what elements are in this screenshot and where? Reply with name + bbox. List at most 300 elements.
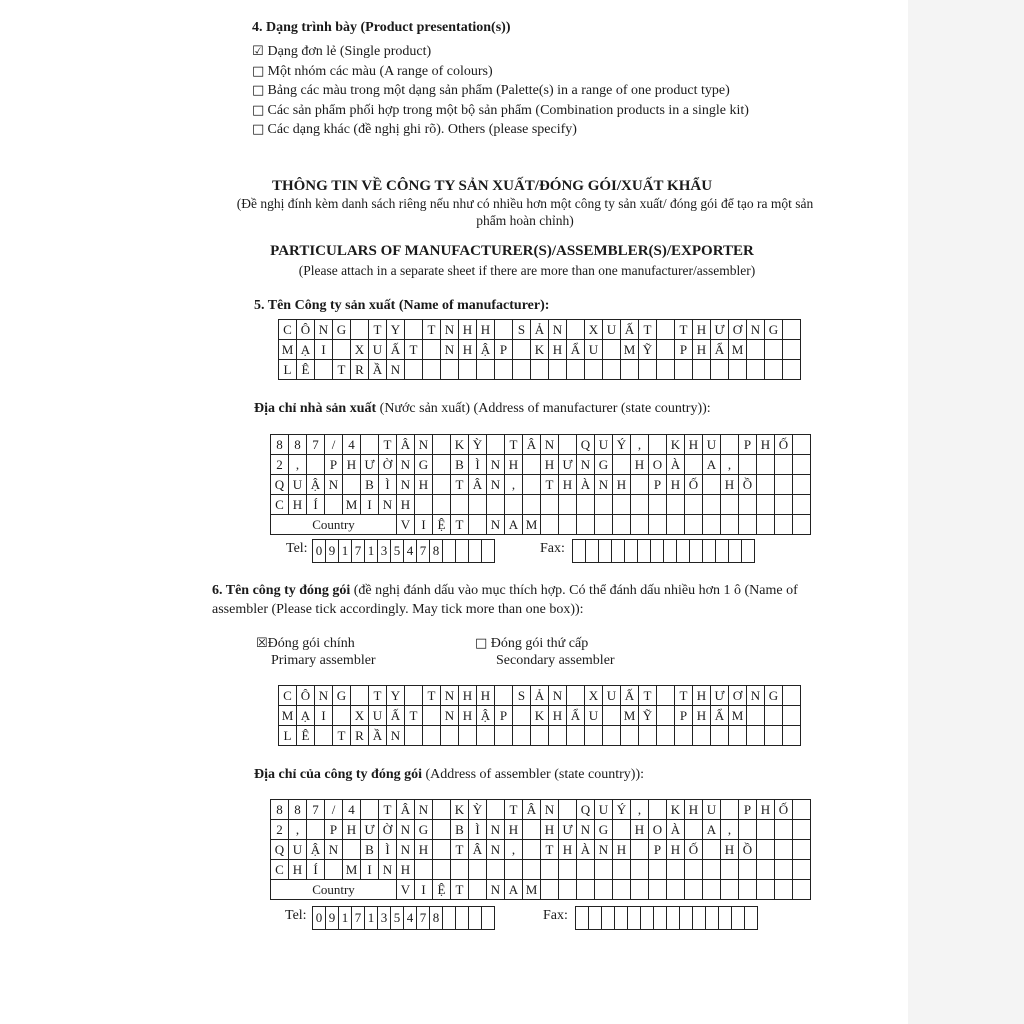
char-box[interactable]: C <box>279 320 297 340</box>
char-box[interactable]: / <box>325 435 343 455</box>
char-box[interactable] <box>657 360 675 380</box>
char-box[interactable]: H <box>343 455 361 475</box>
char-box[interactable]: N <box>595 475 613 495</box>
char-box[interactable]: X <box>585 686 603 706</box>
char-box[interactable]: M <box>729 706 747 726</box>
digit-box[interactable]: 5 <box>391 540 404 563</box>
char-box[interactable] <box>639 726 657 746</box>
char-box[interactable] <box>603 726 621 746</box>
char-box[interactable]: N <box>487 455 505 475</box>
digit-box[interactable] <box>625 540 638 563</box>
char-box[interactable]: H <box>549 340 567 360</box>
char-box[interactable] <box>793 435 811 455</box>
char-box[interactable]: Ố <box>685 475 703 495</box>
char-box[interactable]: H <box>757 435 775 455</box>
char-box[interactable] <box>739 455 757 475</box>
char-box[interactable]: U <box>585 340 603 360</box>
char-box[interactable]: Ì <box>469 455 487 475</box>
char-box[interactable] <box>783 340 801 360</box>
char-box[interactable]: U <box>289 475 307 495</box>
char-box[interactable]: S <box>513 686 531 706</box>
char-box[interactable] <box>757 860 775 880</box>
digit-box[interactable]: 4 <box>404 540 417 563</box>
char-box[interactable]: G <box>595 455 613 475</box>
country-char-box[interactable] <box>577 515 595 535</box>
char-box[interactable]: T <box>505 800 523 820</box>
char-box[interactable] <box>423 340 441 360</box>
country-char-box[interactable]: I <box>415 880 433 900</box>
char-box[interactable] <box>415 495 433 515</box>
char-box[interactable]: H <box>631 455 649 475</box>
char-box[interactable] <box>603 706 621 726</box>
char-box[interactable]: U <box>703 435 721 455</box>
char-box[interactable]: T <box>451 840 469 860</box>
char-box[interactable] <box>631 475 649 495</box>
char-box[interactable] <box>793 455 811 475</box>
char-box[interactable] <box>765 706 783 726</box>
char-box[interactable]: 2 <box>271 455 289 475</box>
char-box[interactable]: Ả <box>531 320 549 340</box>
char-box[interactable]: T <box>639 686 657 706</box>
char-box[interactable]: H <box>459 340 477 360</box>
char-box[interactable] <box>775 475 793 495</box>
digit-box[interactable]: 1 <box>339 907 352 930</box>
char-box[interactable] <box>513 706 531 726</box>
char-box[interactable] <box>649 495 667 515</box>
char-box[interactable]: Â <box>523 435 541 455</box>
char-box[interactable] <box>433 455 451 475</box>
country-char-box[interactable] <box>775 880 793 900</box>
char-box[interactable]: Ư <box>361 455 379 475</box>
char-box[interactable] <box>559 495 577 515</box>
char-box[interactable]: R <box>351 360 369 380</box>
char-box[interactable] <box>595 860 613 880</box>
char-box[interactable]: Ỹ <box>639 706 657 726</box>
country-char-box[interactable] <box>721 515 739 535</box>
country-char-box[interactable] <box>667 515 685 535</box>
country-char-box[interactable] <box>595 515 613 535</box>
char-box[interactable] <box>333 706 351 726</box>
char-box[interactable]: Ẩ <box>711 340 729 360</box>
digit-box[interactable]: 1 <box>365 907 378 930</box>
char-box[interactable]: N <box>441 706 459 726</box>
char-box[interactable]: G <box>333 320 351 340</box>
char-box[interactable] <box>343 475 361 495</box>
char-box[interactable] <box>351 320 369 340</box>
char-box[interactable]: N <box>747 320 765 340</box>
char-box[interactable]: T <box>379 800 397 820</box>
country-char-box[interactable] <box>577 880 595 900</box>
char-box[interactable]: N <box>441 340 459 360</box>
digit-box[interactable]: 8 <box>430 540 443 563</box>
char-box[interactable]: A <box>703 820 721 840</box>
char-box[interactable]: H <box>415 840 433 860</box>
char-box[interactable] <box>513 360 531 380</box>
char-box[interactable] <box>649 435 667 455</box>
char-box[interactable] <box>747 706 765 726</box>
digit-box[interactable] <box>677 540 690 563</box>
char-box[interactable]: P <box>649 475 667 495</box>
char-box[interactable]: H <box>693 686 711 706</box>
country-char-box[interactable]: T <box>451 880 469 900</box>
char-box[interactable]: T <box>423 320 441 340</box>
char-box[interactable]: U <box>595 800 613 820</box>
char-box[interactable] <box>783 706 801 726</box>
char-box[interactable]: , <box>505 840 523 860</box>
char-box[interactable]: Ê <box>297 726 315 746</box>
char-box[interactable]: 7 <box>307 435 325 455</box>
char-box[interactable]: Ý <box>613 435 631 455</box>
digit-box[interactable] <box>482 540 495 563</box>
char-box[interactable]: Ấ <box>621 686 639 706</box>
char-box[interactable]: K <box>667 435 685 455</box>
char-box[interactable] <box>765 360 783 380</box>
char-box[interactable] <box>603 360 621 380</box>
char-box[interactable]: 8 <box>289 800 307 820</box>
char-box[interactable]: P <box>649 840 667 860</box>
char-box[interactable] <box>793 840 811 860</box>
char-box[interactable] <box>433 820 451 840</box>
assembler-fax-grid[interactable] <box>575 906 758 930</box>
char-box[interactable]: H <box>549 706 567 726</box>
char-box[interactable]: T <box>379 435 397 455</box>
char-box[interactable]: À <box>577 475 595 495</box>
char-box[interactable] <box>793 495 811 515</box>
char-box[interactable]: X <box>585 320 603 340</box>
char-box[interactable]: 8 <box>289 435 307 455</box>
digit-box[interactable]: 0 <box>313 907 326 930</box>
char-box[interactable]: T <box>405 706 423 726</box>
char-box[interactable] <box>315 726 333 746</box>
digit-box[interactable] <box>654 907 667 930</box>
char-box[interactable]: H <box>685 435 703 455</box>
char-box[interactable]: N <box>487 475 505 495</box>
country-char-box[interactable]: Ệ <box>433 515 451 535</box>
country-char-box[interactable] <box>541 515 559 535</box>
digit-box[interactable] <box>693 907 706 930</box>
char-box[interactable] <box>487 435 505 455</box>
presentation-option[interactable] <box>252 121 577 138</box>
char-box[interactable]: H <box>289 860 307 880</box>
char-box[interactable]: À <box>577 840 595 860</box>
char-box[interactable] <box>469 495 487 515</box>
presentation-option[interactable] <box>252 102 749 119</box>
char-box[interactable] <box>361 800 379 820</box>
char-box[interactable] <box>405 726 423 746</box>
char-box[interactable] <box>631 495 649 515</box>
char-box[interactable]: Ả <box>531 686 549 706</box>
char-box[interactable] <box>433 840 451 860</box>
char-box[interactable] <box>747 340 765 360</box>
char-box[interactable] <box>333 340 351 360</box>
char-box[interactable]: Â <box>469 475 487 495</box>
digit-box[interactable] <box>719 907 732 930</box>
char-box[interactable]: Ạ <box>297 706 315 726</box>
char-box[interactable]: Ì <box>469 820 487 840</box>
char-box[interactable]: K <box>667 800 685 820</box>
country-char-box[interactable] <box>469 515 487 535</box>
char-box[interactable]: N <box>441 686 459 706</box>
char-box[interactable] <box>405 360 423 380</box>
char-box[interactable]: U <box>369 340 387 360</box>
digit-box[interactable] <box>703 540 716 563</box>
char-box[interactable] <box>423 360 441 380</box>
char-box[interactable]: T <box>369 320 387 340</box>
char-box[interactable] <box>757 495 775 515</box>
digit-box[interactable] <box>586 540 599 563</box>
char-box[interactable]: H <box>397 860 415 880</box>
char-box[interactable]: N <box>315 686 333 706</box>
char-box[interactable]: N <box>397 820 415 840</box>
digit-box[interactable] <box>641 907 654 930</box>
char-box[interactable] <box>523 475 541 495</box>
char-box[interactable] <box>415 860 433 880</box>
char-box[interactable] <box>649 860 667 880</box>
char-box[interactable]: Ư <box>559 455 577 475</box>
digit-box[interactable] <box>628 907 641 930</box>
char-box[interactable]: M <box>279 706 297 726</box>
char-box[interactable] <box>621 360 639 380</box>
digit-box[interactable] <box>706 907 719 930</box>
char-box[interactable]: Ỹ <box>639 340 657 360</box>
country-char-box[interactable] <box>649 515 667 535</box>
char-box[interactable] <box>757 455 775 475</box>
country-char-box[interactable] <box>631 880 649 900</box>
char-box[interactable] <box>685 860 703 880</box>
char-box[interactable] <box>433 435 451 455</box>
char-box[interactable]: Ẩ <box>711 706 729 726</box>
char-box[interactable]: Ẩ <box>567 706 585 726</box>
char-box[interactable] <box>495 686 513 706</box>
char-box[interactable] <box>783 320 801 340</box>
char-box[interactable]: P <box>495 340 513 360</box>
country-char-box[interactable]: N <box>487 515 505 535</box>
char-box[interactable] <box>765 340 783 360</box>
char-box[interactable] <box>765 726 783 746</box>
char-box[interactable]: Ầ <box>369 726 387 746</box>
char-box[interactable]: H <box>631 820 649 840</box>
char-box[interactable]: Q <box>271 840 289 860</box>
char-box[interactable]: Â <box>397 435 415 455</box>
char-box[interactable]: Â <box>469 840 487 860</box>
char-box[interactable] <box>693 726 711 746</box>
char-box[interactable]: N <box>747 686 765 706</box>
char-box[interactable] <box>433 495 451 515</box>
char-box[interactable]: T <box>333 726 351 746</box>
char-box[interactable] <box>531 726 549 746</box>
char-box[interactable] <box>361 435 379 455</box>
char-box[interactable] <box>703 495 721 515</box>
char-box[interactable] <box>711 726 729 746</box>
char-box[interactable]: H <box>721 475 739 495</box>
char-box[interactable] <box>577 860 595 880</box>
char-box[interactable]: T <box>675 686 693 706</box>
char-box[interactable] <box>459 360 477 380</box>
digit-box[interactable]: 5 <box>391 907 404 930</box>
digit-box[interactable] <box>729 540 742 563</box>
char-box[interactable]: N <box>397 475 415 495</box>
char-box[interactable] <box>577 495 595 515</box>
char-box[interactable]: Ạ <box>297 340 315 360</box>
country-char-box[interactable] <box>631 515 649 535</box>
char-box[interactable]: Y <box>387 320 405 340</box>
digit-box[interactable] <box>732 907 745 930</box>
char-box[interactable]: U <box>369 706 387 726</box>
char-box[interactable]: Ê <box>297 360 315 380</box>
char-box[interactable]: N <box>487 840 505 860</box>
char-box[interactable]: B <box>361 840 379 860</box>
manufacturer-fax-grid[interactable] <box>572 539 755 563</box>
char-box[interactable]: P <box>739 800 757 820</box>
secondary-assembler-option[interactable]: □ Đóng gói thứ cấp <box>475 636 589 651</box>
char-box[interactable]: H <box>721 840 739 860</box>
char-box[interactable]: N <box>325 840 343 860</box>
presentation-checkbox[interactable]: ☑ <box>252 44 264 59</box>
char-box[interactable] <box>595 495 613 515</box>
char-box[interactable]: A <box>703 455 721 475</box>
country-char-box[interactable] <box>595 880 613 900</box>
char-box[interactable]: H <box>541 820 559 840</box>
char-box[interactable] <box>703 860 721 880</box>
char-box[interactable] <box>523 495 541 515</box>
char-box[interactable] <box>775 860 793 880</box>
digit-box[interactable] <box>469 907 482 930</box>
char-box[interactable] <box>675 360 693 380</box>
char-box[interactable]: R <box>351 726 369 746</box>
char-box[interactable]: N <box>487 820 505 840</box>
char-box[interactable] <box>505 495 523 515</box>
char-box[interactable] <box>405 320 423 340</box>
char-box[interactable]: Ư <box>361 820 379 840</box>
char-box[interactable]: / <box>325 800 343 820</box>
char-box[interactable]: H <box>667 475 685 495</box>
digit-box[interactable] <box>443 907 456 930</box>
char-box[interactable]: N <box>549 320 567 340</box>
char-box[interactable] <box>441 360 459 380</box>
char-box[interactable]: I <box>315 706 333 726</box>
char-box[interactable]: 4 <box>343 435 361 455</box>
char-box[interactable] <box>343 840 361 860</box>
char-box[interactable]: H <box>505 820 523 840</box>
char-box[interactable] <box>783 686 801 706</box>
presentation-checkbox[interactable]: □ <box>252 83 265 98</box>
char-box[interactable]: N <box>541 435 559 455</box>
char-box[interactable] <box>721 860 739 880</box>
char-box[interactable] <box>613 860 631 880</box>
char-box[interactable]: C <box>271 495 289 515</box>
char-box[interactable]: Ầ <box>369 360 387 380</box>
char-box[interactable]: X <box>351 706 369 726</box>
char-box[interactable]: B <box>451 820 469 840</box>
country-char-box[interactable]: T <box>451 515 469 535</box>
char-box[interactable] <box>405 686 423 706</box>
char-box[interactable] <box>469 860 487 880</box>
char-box[interactable]: U <box>703 800 721 820</box>
manufacturer-tel-grid[interactable] <box>312 539 495 563</box>
char-box[interactable]: , <box>505 475 523 495</box>
char-box[interactable] <box>433 475 451 495</box>
char-box[interactable]: H <box>415 475 433 495</box>
country-char-box[interactable] <box>703 880 721 900</box>
char-box[interactable] <box>433 800 451 820</box>
char-box[interactable]: U <box>595 435 613 455</box>
char-box[interactable] <box>549 726 567 746</box>
char-box[interactable]: Ẩ <box>567 340 585 360</box>
country-char-box[interactable] <box>559 515 577 535</box>
char-box[interactable] <box>325 495 343 515</box>
char-box[interactable] <box>657 706 675 726</box>
char-box[interactable]: H <box>685 800 703 820</box>
char-box[interactable] <box>487 860 505 880</box>
char-box[interactable]: 4 <box>343 800 361 820</box>
char-box[interactable]: N <box>415 800 433 820</box>
char-box[interactable]: H <box>459 686 477 706</box>
digit-box[interactable]: 7 <box>352 907 365 930</box>
char-box[interactable]: T <box>423 686 441 706</box>
char-box[interactable]: K <box>531 706 549 726</box>
country-char-box[interactable]: I <box>415 515 433 535</box>
country-char-box[interactable]: A <box>505 515 523 535</box>
char-box[interactable]: Ỳ <box>469 435 487 455</box>
digit-box[interactable] <box>690 540 703 563</box>
char-box[interactable]: T <box>505 435 523 455</box>
char-box[interactable] <box>739 860 757 880</box>
char-box[interactable]: P <box>675 706 693 726</box>
char-box[interactable]: U <box>289 840 307 860</box>
char-box[interactable] <box>585 726 603 746</box>
char-box[interactable]: N <box>379 495 397 515</box>
digit-box[interactable] <box>651 540 664 563</box>
char-box[interactable] <box>495 320 513 340</box>
char-box[interactable]: H <box>343 820 361 840</box>
country-char-box[interactable] <box>649 880 667 900</box>
country-char-box[interactable] <box>703 515 721 535</box>
char-box[interactable]: O <box>649 820 667 840</box>
char-box[interactable] <box>487 495 505 515</box>
char-box[interactable]: N <box>379 860 397 880</box>
char-box[interactable] <box>693 360 711 380</box>
char-box[interactable]: X <box>351 340 369 360</box>
char-box[interactable]: N <box>577 820 595 840</box>
char-box[interactable] <box>567 360 585 380</box>
char-box[interactable]: B <box>361 475 379 495</box>
char-box[interactable]: U <box>603 320 621 340</box>
char-box[interactable]: Ơ <box>729 320 747 340</box>
char-box[interactable]: Ậ <box>477 340 495 360</box>
country-char-box[interactable]: M <box>523 880 541 900</box>
char-box[interactable] <box>513 726 531 746</box>
digit-box[interactable] <box>482 907 495 930</box>
char-box[interactable] <box>559 800 577 820</box>
char-box[interactable]: T <box>639 320 657 340</box>
char-box[interactable] <box>721 435 739 455</box>
char-box[interactable] <box>505 860 523 880</box>
char-box[interactable] <box>423 726 441 746</box>
char-box[interactable] <box>541 495 559 515</box>
char-box[interactable]: , <box>721 820 739 840</box>
digit-box[interactable] <box>576 907 589 930</box>
char-box[interactable] <box>559 435 577 455</box>
char-box[interactable]: O <box>649 455 667 475</box>
char-box[interactable]: G <box>595 820 613 840</box>
country-char-box[interactable] <box>739 515 757 535</box>
char-box[interactable]: G <box>415 455 433 475</box>
char-box[interactable] <box>783 726 801 746</box>
char-box[interactable] <box>613 820 631 840</box>
char-box[interactable] <box>325 860 343 880</box>
char-box[interactable]: M <box>343 860 361 880</box>
country-char-box[interactable] <box>775 515 793 535</box>
